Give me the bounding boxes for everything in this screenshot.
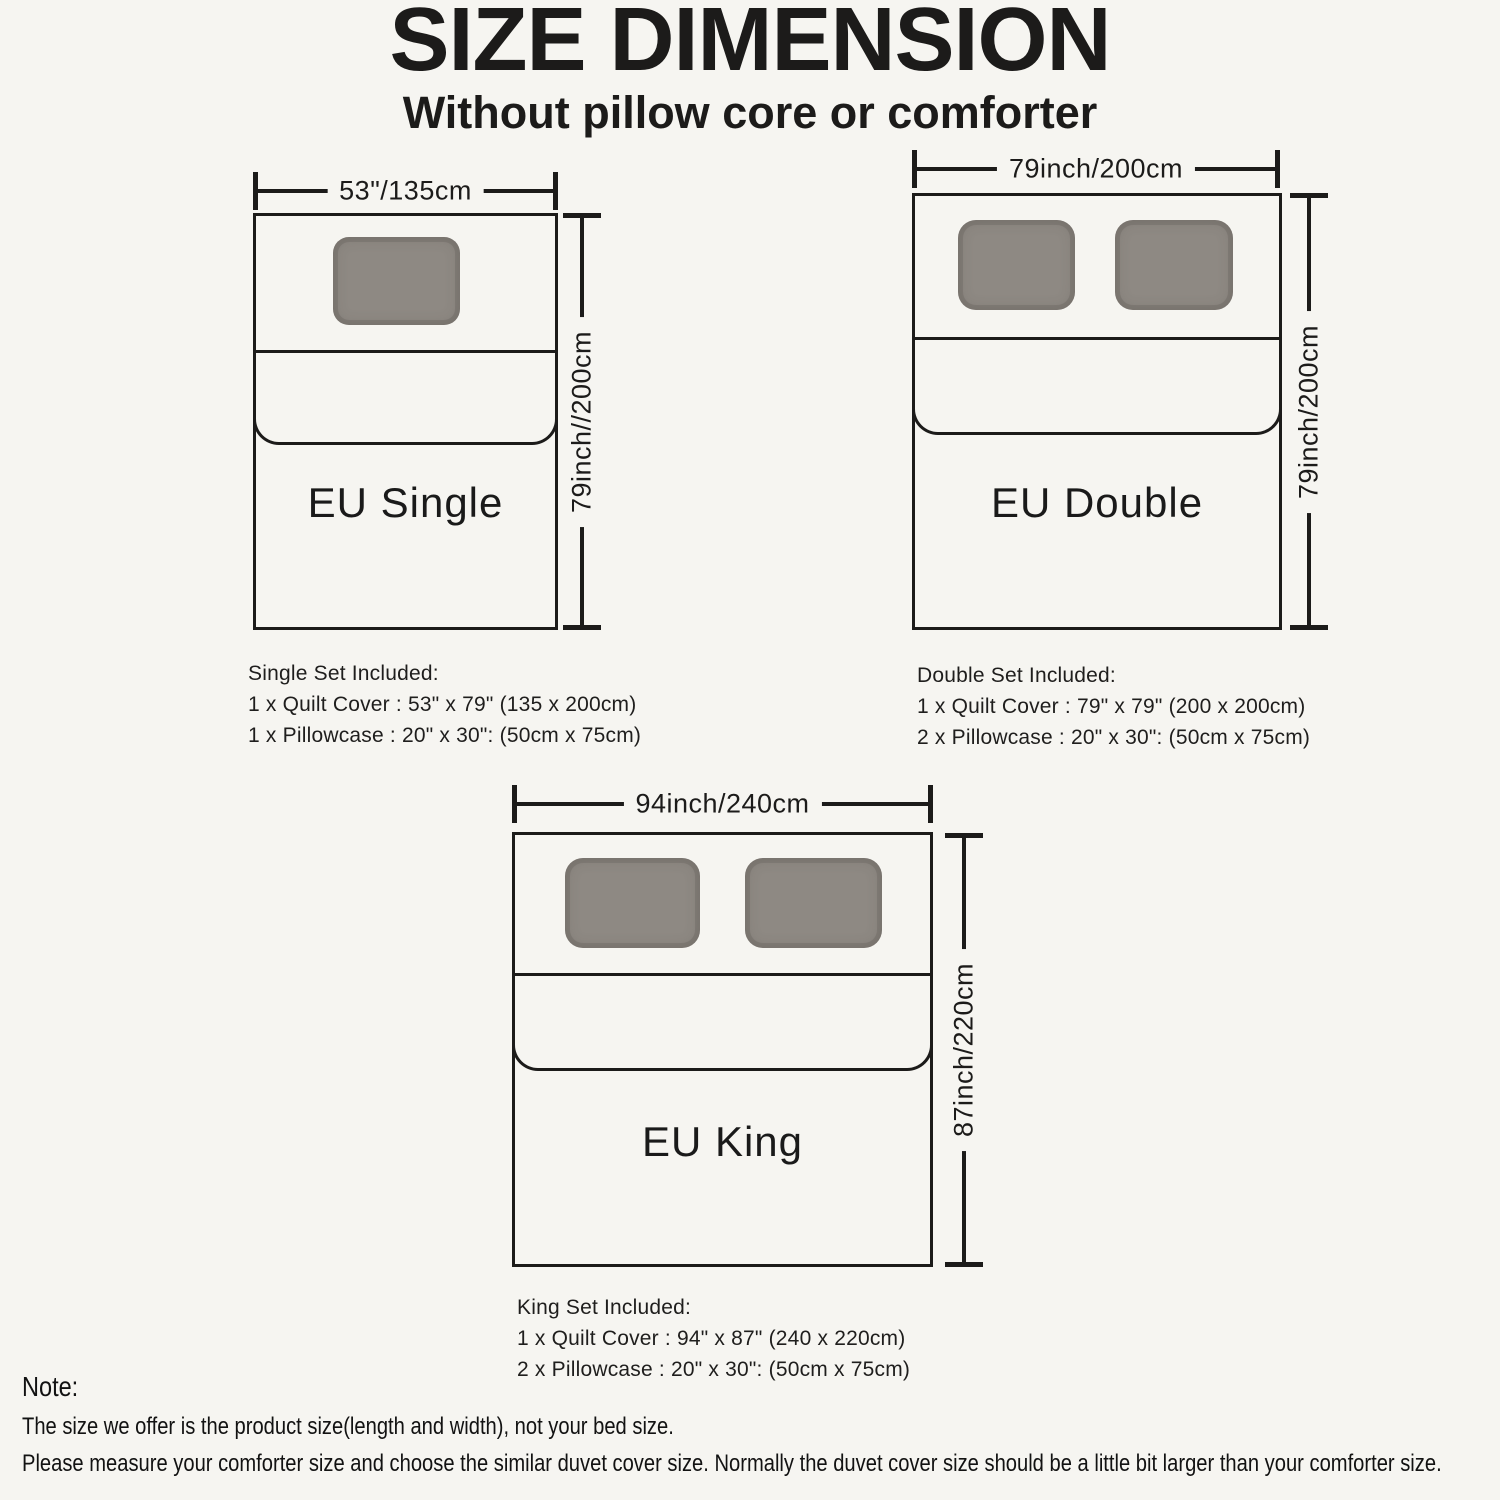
- pillow-icon: [333, 237, 460, 325]
- double-width-dimension: [912, 150, 1280, 188]
- king-set-line: 1 x Quilt Cover : 94" x 87" (240 x 220cm): [517, 1327, 906, 1350]
- dimension-tick-icon: [1290, 625, 1328, 630]
- king-set-heading: King Set Included:: [517, 1296, 692, 1319]
- note-heading: Note:: [22, 1371, 79, 1402]
- dimension-tick-icon: [928, 785, 933, 823]
- dimension-tick-icon: [945, 1262, 983, 1267]
- double-bed-label: EU Double: [990, 479, 1204, 526]
- double-set-line: 2 x Pillowcase : 20" x 30": (50cm x 75cm): [917, 726, 1311, 749]
- double-height-label: 79inch/200cm: [1294, 310, 1325, 512]
- dimension-tick-icon: [563, 625, 601, 630]
- single-bed-outline: [253, 213, 558, 630]
- note-line: Please measure your comforter size and choose the similar duvet cover size. Normally the duvet cover size should be a little bit larger than your comforter size.: [22, 1450, 1442, 1477]
- quilt-flap-outline: [912, 337, 1282, 435]
- quilt-flap-outline: [512, 973, 933, 1071]
- single-width-dimension: [253, 172, 558, 210]
- double-bed-outline: [912, 193, 1282, 630]
- dimension-tick-icon: [1275, 150, 1280, 188]
- page-subtitle: Without pillow core or comforter: [402, 87, 1098, 138]
- double-set-included: [917, 660, 1310, 753]
- single-set-heading: Single Set Included:: [248, 662, 439, 685]
- note-block: [22, 1366, 1442, 1482]
- single-height-dimension: [563, 213, 601, 630]
- king-width-dimension: [512, 785, 933, 823]
- double-set-heading: Double Set Included:: [917, 664, 1116, 687]
- double-set-line: 1 x Quilt Cover : 79" x 79" (200 x 200cm): [917, 695, 1306, 718]
- king-height-dimension: [945, 833, 983, 1267]
- king-bed-label: EU King: [641, 1118, 804, 1165]
- single-height-label: 79inch//200cm: [567, 316, 598, 526]
- single-set-line: 1 x Quilt Cover : 53" x 79" (135 x 200cm): [248, 693, 637, 716]
- pillow-icon: [745, 858, 882, 948]
- dimension-tick-icon: [553, 172, 558, 210]
- pillow-icon: [958, 220, 1075, 310]
- single-width-label: 53"/135cm: [327, 176, 484, 207]
- quilt-flap-outline: [253, 350, 558, 445]
- note-line: The size we offer is the product size(length and width), not your bed size.: [22, 1413, 674, 1440]
- king-set-line: 2 x Pillowcase : 20" x 30": (50cm x 75cm): [517, 1358, 911, 1381]
- single-set-included: [248, 658, 641, 751]
- king-bed-outline: [512, 832, 933, 1267]
- king-height-label: 87inch/220cm: [949, 949, 980, 1151]
- king-width-label: 94inch/240cm: [623, 789, 821, 820]
- page-title: SIZE DIMENSION: [389, 0, 1111, 90]
- pillow-icon: [565, 858, 700, 948]
- pillow-icon: [1115, 220, 1233, 310]
- single-bed-label: EU Single: [307, 479, 504, 526]
- single-set-line: 1 x Pillowcase : 20" x 30": (50cm x 75cm): [248, 724, 642, 747]
- double-width-label: 79inch/200cm: [997, 154, 1195, 185]
- double-height-dimension: [1290, 193, 1328, 630]
